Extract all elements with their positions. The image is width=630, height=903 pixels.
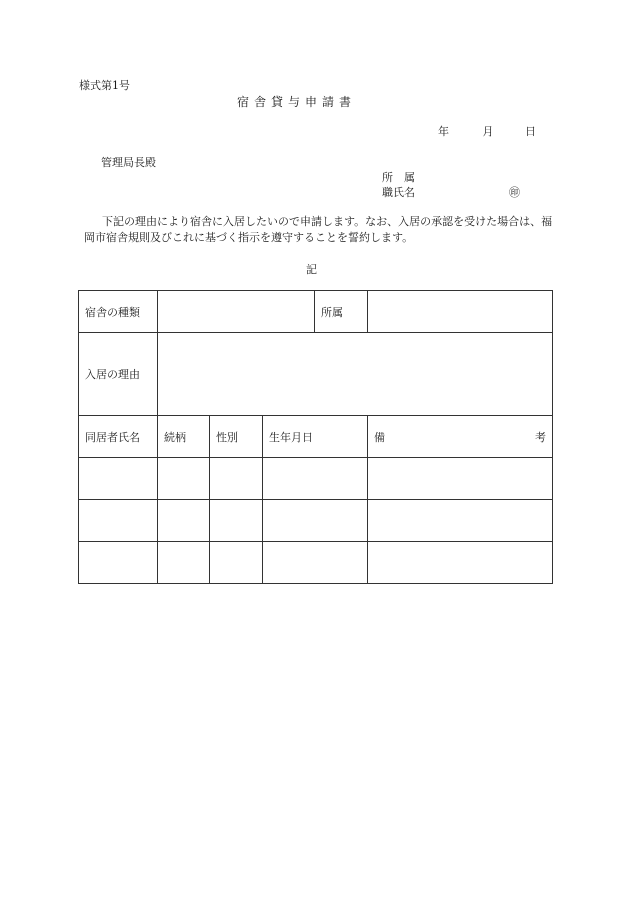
cohabitant-header-row: [79, 416, 553, 458]
birthdate-field[interactable]: [263, 500, 368, 542]
statement-text: 下記の理由により宿舎に入居したいので申請します。なお、入居の承認を受けた場合は、福岡市宿舎規則及びこれに基づく指示を遵守することを誓約します。: [84, 215, 553, 244]
affiliation-label: 所属: [321, 305, 344, 319]
relationship-field[interactable]: [158, 500, 210, 542]
reason-field[interactable]: [158, 333, 553, 416]
addressee: 管理局長殿: [101, 156, 156, 169]
col-cohabitant-name-label: 同居者氏名: [85, 430, 140, 444]
col-gender: [210, 416, 263, 458]
housing-type-label: 宿舎の種類: [85, 305, 140, 319]
birthdate-field[interactable]: [263, 542, 368, 584]
col-relationship: [158, 416, 210, 458]
reason-label: 入居の理由: [85, 368, 140, 381]
birthdate-field[interactable]: [263, 458, 368, 500]
date-month-label: 月: [482, 125, 494, 138]
col-remarks-label-right: 考: [535, 430, 547, 444]
col-birthdate-label: 生年月日: [269, 430, 313, 444]
col-relationship-label: 続柄: [164, 430, 186, 444]
gender-field[interactable]: [210, 500, 263, 542]
cohabitant-row: [79, 500, 553, 542]
date-line: [438, 126, 536, 137]
cohabitant-name-field[interactable]: [79, 500, 158, 542]
col-cohabitant-name: [79, 416, 158, 458]
cohabitant-row: [79, 458, 553, 500]
affiliation-label-cell: [315, 291, 368, 333]
remarks-field[interactable]: [368, 500, 553, 542]
gender-field[interactable]: [210, 458, 263, 500]
reason-label-cell: [79, 333, 158, 416]
seal-mark: ㊞: [509, 186, 520, 199]
relationship-field[interactable]: [158, 458, 210, 500]
remarks-field[interactable]: [368, 542, 553, 584]
date-year-label: 年: [438, 125, 449, 138]
gender-field[interactable]: [210, 542, 263, 584]
col-remarks-label-left: 備: [374, 430, 386, 444]
cohabitant-name-field[interactable]: [79, 542, 158, 584]
housing-type-field[interactable]: [158, 291, 315, 333]
affiliation-field[interactable]: [368, 291, 553, 333]
col-remarks: [368, 416, 553, 458]
application-table: [78, 290, 553, 584]
applicant-name-label: 職氏名: [382, 186, 415, 199]
reason-row: [79, 333, 553, 416]
col-gender-label: 性別: [216, 430, 238, 444]
col-birthdate: [263, 416, 368, 458]
cohabitant-name-field[interactable]: [79, 458, 158, 500]
housing-type-label-cell: [79, 291, 158, 333]
remarks-field[interactable]: [368, 458, 553, 500]
date-day-label: 日: [525, 125, 536, 138]
form-title: 宿舎貸与申請書: [237, 95, 357, 109]
form-number: 様式第1号: [79, 79, 130, 92]
housing-type-row: [79, 291, 553, 333]
applicant-affiliation-label: 所 属: [382, 171, 415, 184]
ki-heading: 記: [306, 263, 317, 276]
cohabitant-row: [79, 542, 553, 584]
relationship-field[interactable]: [158, 542, 210, 584]
